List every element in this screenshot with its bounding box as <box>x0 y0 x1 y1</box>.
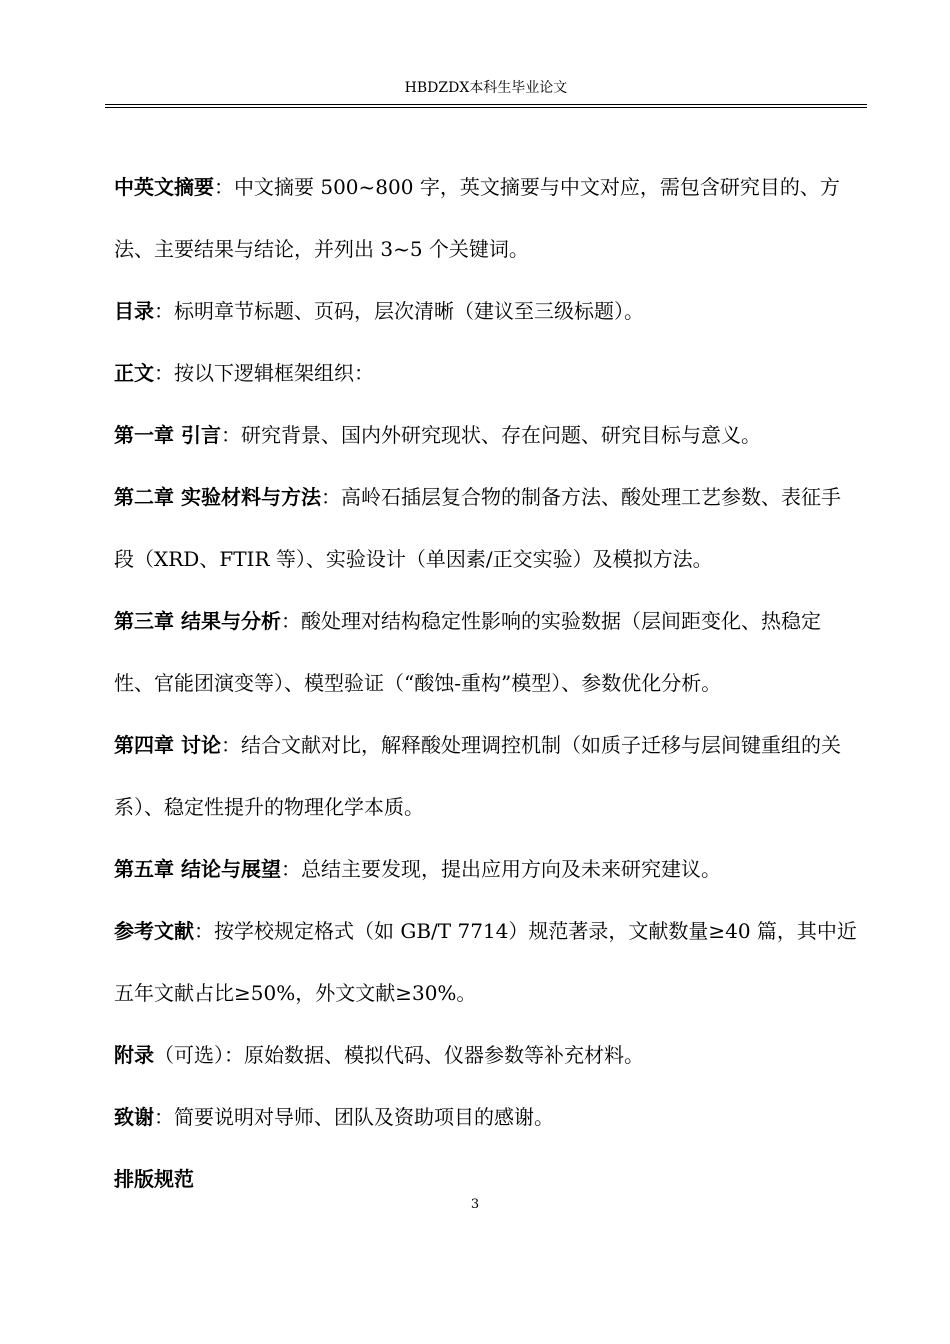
paragraph-label: 正文 <box>114 361 154 385</box>
paragraph-label: 附录 <box>114 1043 154 1067</box>
paragraph-text: ：标明章节标题、页码，层次清晰（建议至三级标题）。 <box>154 299 644 323</box>
running-header: HBDZDX本科生毕业论文 <box>404 80 568 96</box>
paragraph-text: ：酸处理对结构稳定性影响的实验数据（层间距变化、热稳定性、官能团演变等）、模型验证（“酸蚀-重构”模型）、参数优化分析。 <box>114 609 821 695</box>
paragraph-references <box>114 900 860 1024</box>
paragraph-appendix <box>114 1024 860 1086</box>
paragraph-label: 第三章 结果与分析 <box>114 609 281 633</box>
paragraph-label: 致谢 <box>114 1105 154 1129</box>
page-number: 3 <box>470 1197 480 1212</box>
paragraph-label: 参考文献 <box>114 919 194 943</box>
paragraph-chapter-5 <box>114 838 860 900</box>
paragraph-label: 目录 <box>114 299 154 323</box>
paragraph-acknowledgements <box>114 1086 860 1148</box>
paragraph-label: 中英文摘要 <box>114 175 214 199</box>
document-body <box>114 156 860 1210</box>
paragraph-chapter-2 <box>114 466 860 590</box>
paragraph-chapter-1 <box>114 404 860 466</box>
paragraph-label: 第四章 讨论 <box>114 733 221 757</box>
section-heading: 排版规范 <box>114 1167 194 1191</box>
paragraph-label: 第一章 引言 <box>114 423 221 447</box>
header-rule <box>105 104 867 108</box>
paragraph-text: ：按学校规定格式（如 GB/T 7714）规范著录，文献数量≥40 篇，其中近五年文献占比≥50%，外文文献≥30%。 <box>114 919 857 1005</box>
paragraph-main-text <box>114 342 860 404</box>
paragraph-text: （可选）：原始数据、模拟代码、仪器参数等补充材料。 <box>154 1043 644 1067</box>
paragraph-label: 第五章 结论与展望 <box>114 857 281 881</box>
paragraph-text: ：总结主要发现，提出应用方向及未来研究建议。 <box>280 857 721 881</box>
paragraph-text: ：中文摘要 500~800 字，英文摘要与中文对应，需包含研究目的、方法、主要结果与结论，并列出 3~5 个关键词。 <box>114 175 840 261</box>
paragraph-chapter-4 <box>114 714 860 838</box>
paragraph-abstract <box>114 156 860 280</box>
paragraph-label: 第二章 实验材料与方法 <box>114 485 321 509</box>
paragraph-text: ：简要说明对导师、团队及资助项目的感谢。 <box>154 1105 554 1129</box>
paragraph-text: ：研究背景、国内外研究现状、存在问题、研究目标与意义。 <box>220 423 761 447</box>
paragraph-toc <box>114 280 860 342</box>
paragraph-text: ：按以下逻辑框架组织： <box>154 361 374 385</box>
paragraph-chapter-3 <box>114 590 860 714</box>
paragraph-text: ：高岭石插层复合物的制备方法、酸处理工艺参数、表征手段（XRD、FTIR 等）、实验设计（单因素/正交实验）及模拟方法。 <box>114 485 841 571</box>
paragraph-text: ：结合文献对比，解释酸处理调控机制（如质子迁移与层间键重组的关系）、稳定性提升的物理化学本质。 <box>114 733 841 819</box>
